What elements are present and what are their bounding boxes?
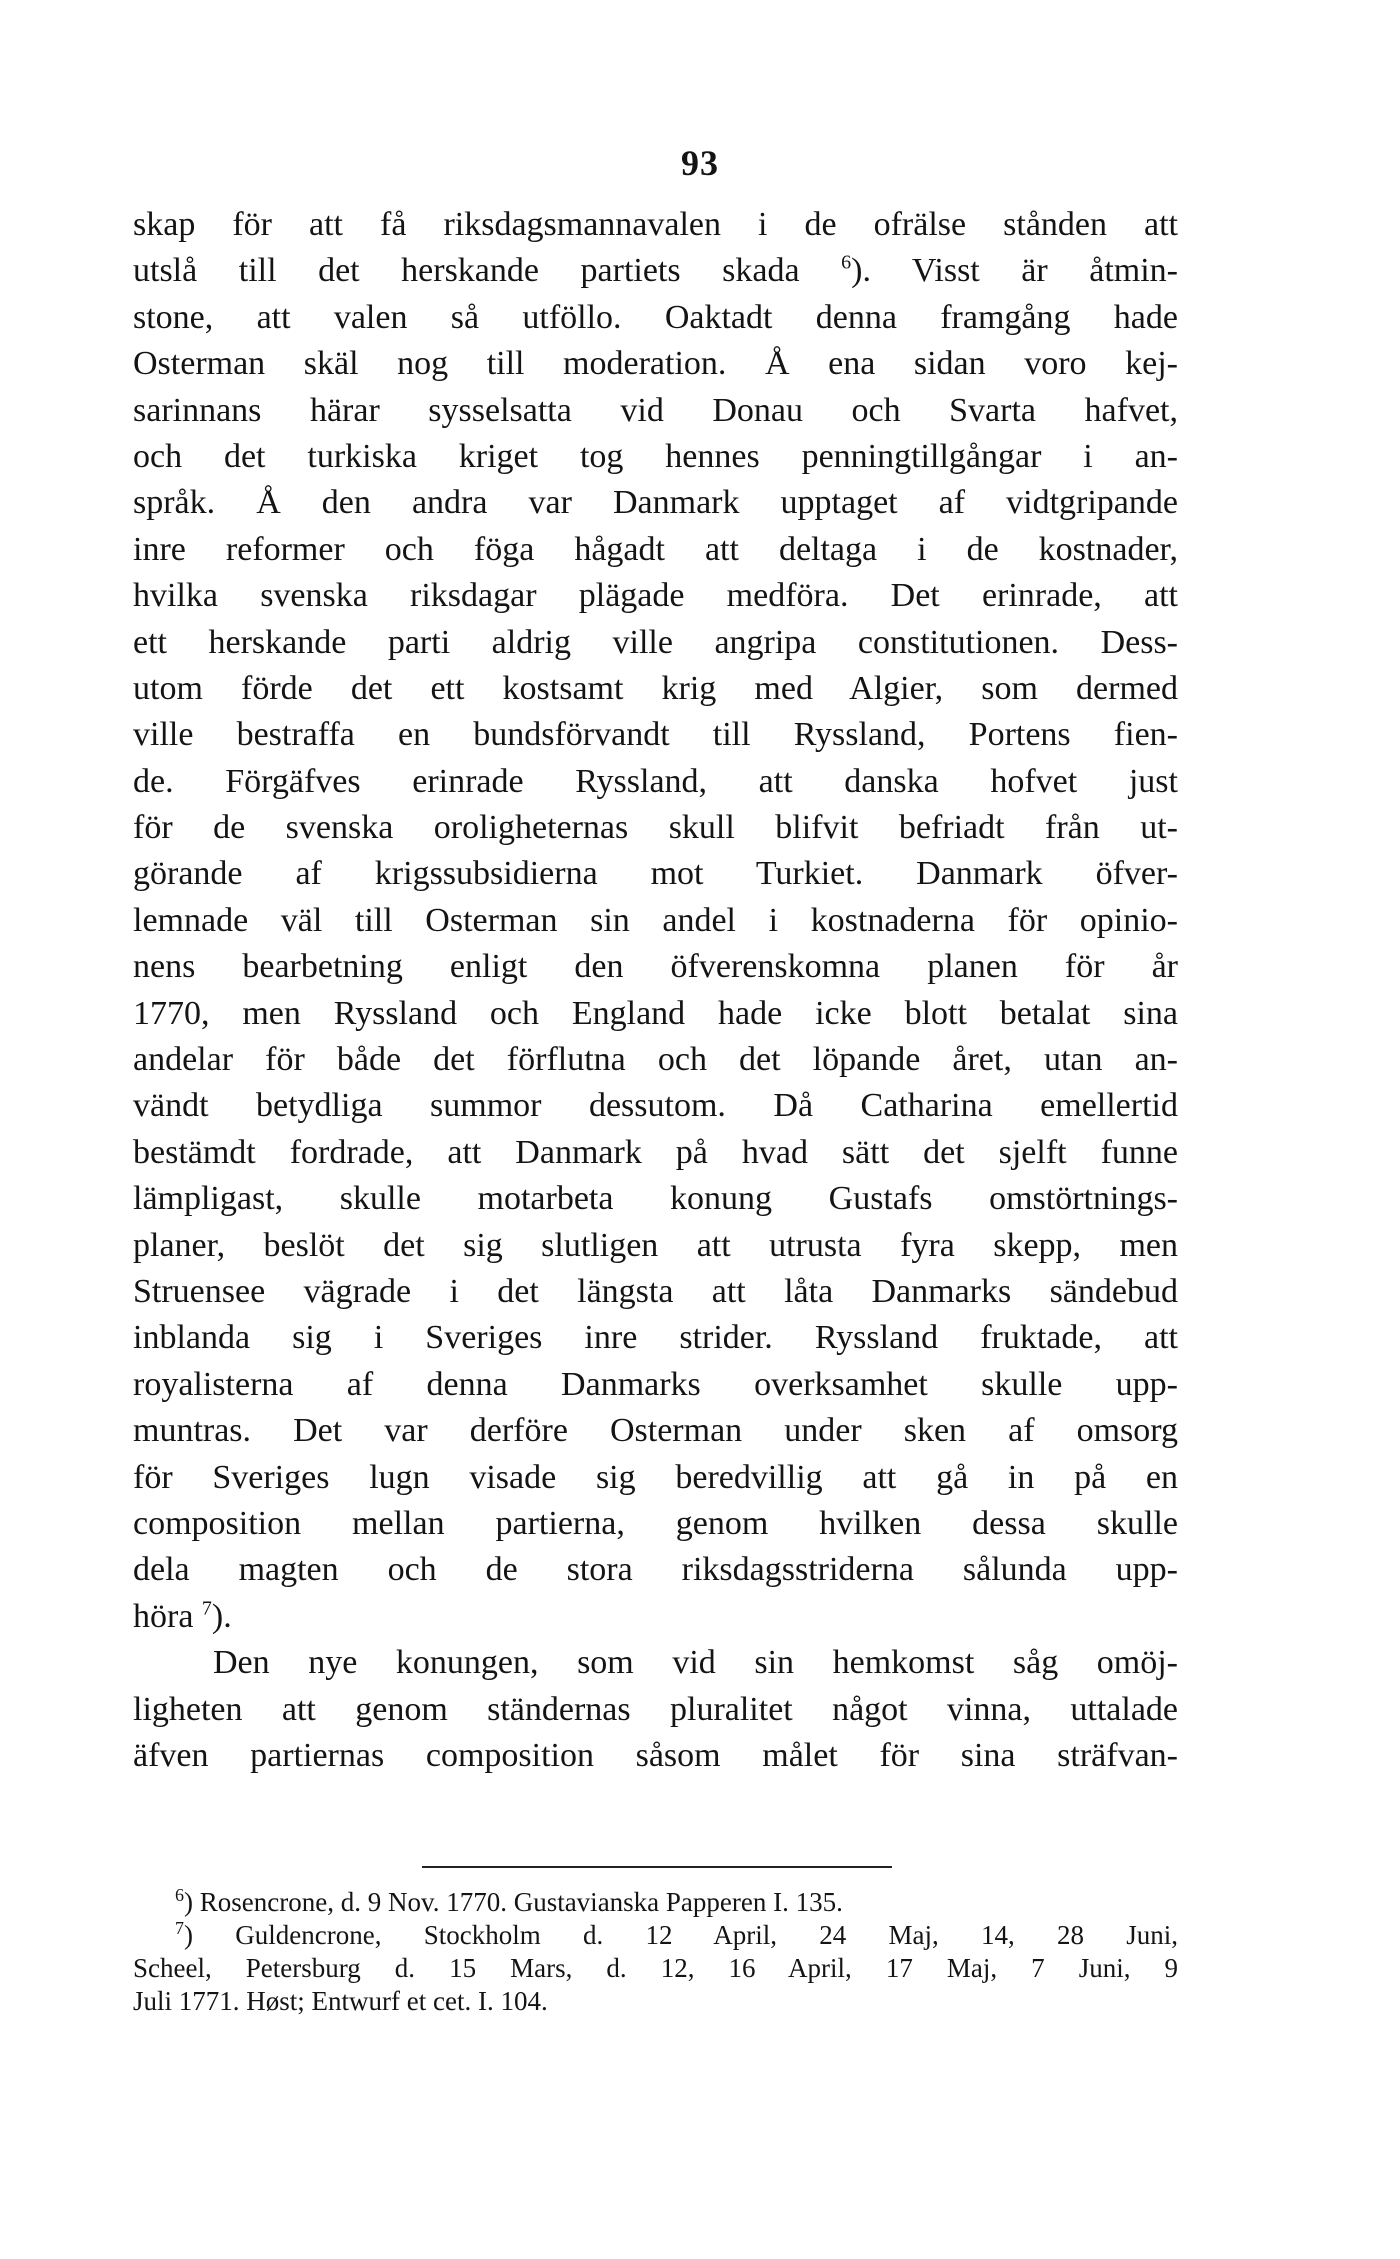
footnote-text: ) Guldencrone, Stockholm d. 12 April, 24 Maj, 14, 28 Juni, xyxy=(184,1920,1178,1950)
text-segment: ). Visst är åtmin- xyxy=(851,252,1178,290)
paragraph-start-line: Den nye konungen, som vid sin hemkomst såg omöj- xyxy=(213,1644,1178,1682)
text-line: lämpligast, skulle motarbeta konung Gustafs omstörtnings- xyxy=(133,1180,1178,1218)
body-text xyxy=(133,202,1178,1779)
text-line: composition mellan partierna, genom hvilken dessa skulle xyxy=(133,1504,1178,1542)
text-line: skap för att få riksdagsmannavalen i de ofrälse stånden att xyxy=(133,206,1178,243)
text-line: lemnade väl till Osterman sin andel i kostnaderna för opinio- xyxy=(133,901,1178,939)
text-line: Struensee vägrade i det längsta att låta Danmarks sändebud xyxy=(133,1272,1178,1310)
text-line: andelar för både det förflutna och det löpande året, utan an- xyxy=(133,1041,1178,1079)
text-line: ligheten att genom ständernas pluralitet något vinna, uttalade xyxy=(133,1690,1178,1728)
text-line: för de svenska oroligheternas skull blifvit befriadt från ut- xyxy=(133,809,1178,847)
text-line: 1770, men Ryssland och England hade icke blott betalat sina xyxy=(133,994,1178,1032)
text-line: dela magten och de stora riksdagsstriderna sålunda upp- xyxy=(133,1551,1178,1589)
page-number: 93 xyxy=(681,143,719,183)
text-segment: utslå till det herskande partiets skada xyxy=(133,252,800,290)
footnote-text-line: Scheel, Petersburg d. 15 Mars, d. 12, 16 April, 17 Maj, 7 Juni, 9 xyxy=(133,1953,1178,1983)
text-line: hvilka svenska riksdagar plägade medföra. Det erinrade, att xyxy=(133,577,1178,615)
text-segment: ). xyxy=(211,1597,232,1635)
footnote-ref-6: 6 xyxy=(841,252,852,275)
footnote-divider xyxy=(422,1866,892,1868)
footnote-7 xyxy=(133,1919,1178,1952)
text-line: och det turkiska kriget tog hennes penningtillgångar i an- xyxy=(133,437,1178,475)
text-line: äfven partiernas composition såsom målet för sina sträfvan- xyxy=(133,1736,1178,1774)
text-line: inre reformer och föga hågadt att deltaga i de kostnader, xyxy=(133,530,1178,568)
text-line: sarinnans härar sysselsatta vid Donau och Svarta hafvet, xyxy=(133,391,1178,429)
footnote-6 xyxy=(133,1886,1178,1919)
footnote-ref-7: 7 xyxy=(201,1597,212,1620)
text-line: för Sveriges lugn visade sig beredvillig att gå in på en xyxy=(133,1458,1178,1496)
text-line: muntras. Det var derföre Osterman under sken af omsorg xyxy=(133,1412,1178,1450)
text-segment: höra xyxy=(133,1597,194,1635)
text-line: vändt betydliga summor dessutom. Då Catharina emellertid xyxy=(133,1087,1178,1125)
text-line: nens bearbetning enligt den öfverenskomna planen för år xyxy=(133,948,1178,986)
text-line: stone, att valen så utföllo. Oaktadt denna framgång hade xyxy=(133,298,1178,336)
text-line: de. Förgäfves erinrade Ryssland, att danska hofvet just xyxy=(133,762,1178,800)
text-line: royalisterna af denna Danmarks overksamhet skulle upp- xyxy=(133,1365,1178,1403)
text-line: ville bestraffa en bundsförvandt till Ryssland, Portens fien- xyxy=(133,716,1178,754)
text-line: ett herskande parti aldrig ville angripa constitutionen. Dess- xyxy=(133,623,1178,661)
footnote-text: ) Rosencrone, d. 9 Nov. 1770. Gustavianska Papperen I. 135. xyxy=(184,1887,843,1917)
footnote-marker: 6 xyxy=(175,1886,184,1905)
text-line xyxy=(133,1594,1178,1640)
text-line: bestämdt fordrade, att Danmark på hvad sätt det sjelft funne xyxy=(133,1133,1178,1171)
text-line: språk. Å den andra var Danmark upptaget af vidtgripande xyxy=(133,484,1178,522)
text-line xyxy=(133,248,1178,294)
text-line: inblanda sig i Sveriges inre strider. Ryssland fruktade, att xyxy=(133,1319,1178,1357)
footnotes xyxy=(133,1886,1178,2018)
footnote-text-line: Juli 1771. Høst; Entwurf et cet. I. 104. xyxy=(133,1986,548,2016)
text-line: görande af krigssubsidierna mot Turkiet. Danmark öfver- xyxy=(133,855,1178,893)
footnote-marker: 7 xyxy=(175,1919,184,1938)
text-line: planer, beslöt det sig slutligen att utrusta fyra skepp, men xyxy=(133,1226,1178,1264)
text-line: Osterman skäl nog till moderation. Å ena sidan voro kej- xyxy=(133,345,1178,383)
text-line: utom förde det ett kostsamt krig med Algier, som dermed xyxy=(133,669,1178,707)
